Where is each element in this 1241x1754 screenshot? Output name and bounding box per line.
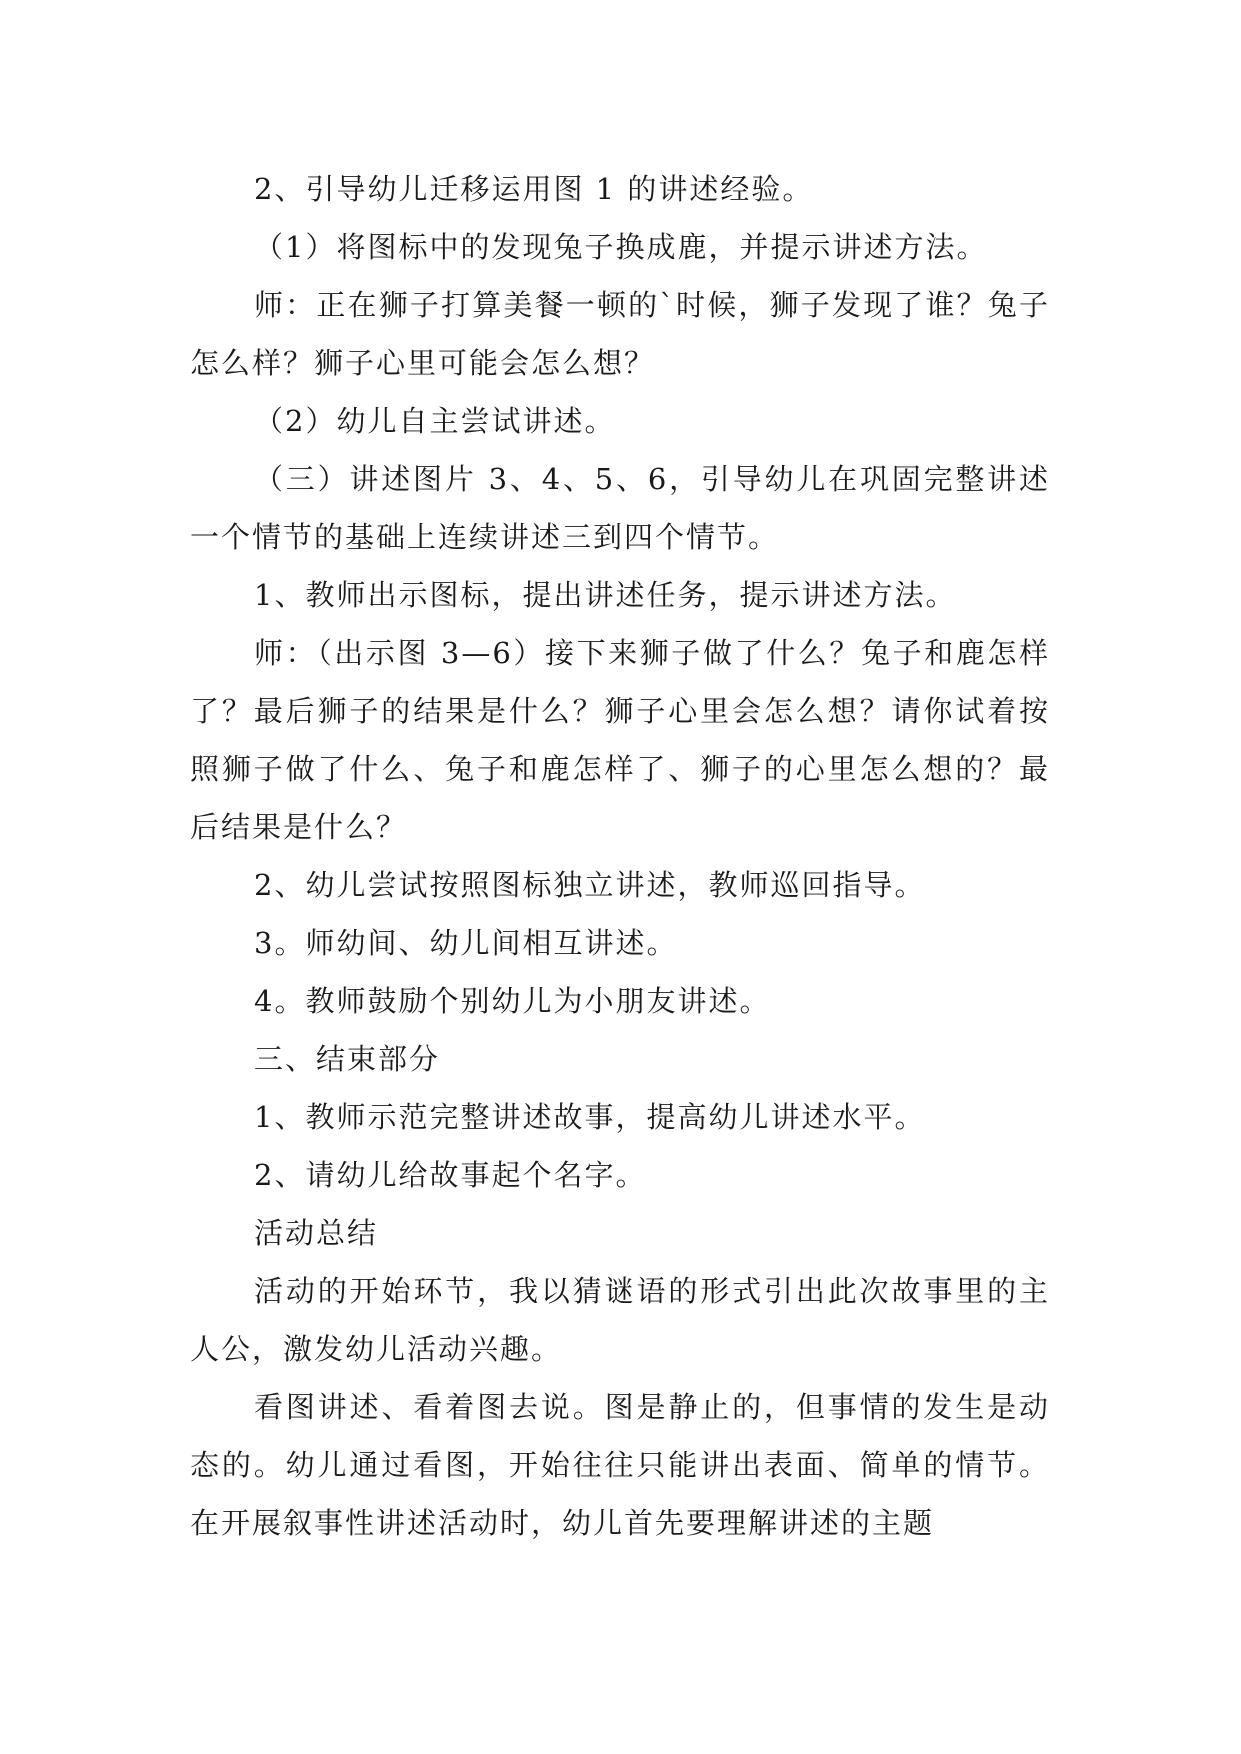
section-heading-end: 三、结束部分	[254, 1042, 441, 1076]
paragraph-7: 师：（出示图 3—6）接下来狮子做了什么？兔子和鹿怎样了？最后狮子的结果是什么？狮子心里会怎么想？请你试着按照狮子做了什么、兔子和鹿怎样了、狮子的心里怎么想的？最后结果是什么？	[190, 636, 1050, 844]
paragraph-1: 2、引导幼儿迁移运用图 1 的讲述经验。	[254, 172, 814, 206]
paragraph-2: （1）将图标中的发现兔子换成鹿，并提示讲述方法。	[254, 230, 988, 264]
paragraph-9: 3。师幼间、幼儿间相互讲述。	[254, 926, 678, 960]
paragraph-5: （三）讲述图片 3、4、5、6，引导幼儿在巩固完整讲述一个情节的基础上连续讲述三到四个情节。	[190, 462, 1050, 554]
paragraph-12: 1、教师示范完整讲述故事，提高幼儿讲述水平。	[254, 1100, 926, 1134]
paragraph-4: （2）幼儿自主尝试讲述。	[254, 404, 616, 438]
paragraph-15: 活动的开始环节，我以猜谜语的形式引出此次故事里的主人公，激发幼儿活动兴趣。	[190, 1274, 1050, 1366]
document-body	[190, 160, 1050, 1552]
paragraph-13: 2、请幼儿给故事起个名字。	[254, 1158, 647, 1192]
paragraph-3: 师：正在狮子打算美餐一顿的`时候，狮子发现了谁？兔子怎么样？狮子心里可能会怎么想？	[190, 288, 1050, 380]
paragraph-16: 看图讲述、看着图去说。图是静止的，但事情的发生是动态的。幼儿通过看图，开始往往只能讲出表面、简单的情节。在开展叙事性讲述活动时，幼儿首先要理解讲述的主题	[190, 1390, 1050, 1540]
paragraph-10: 4。教师鼓励个别幼儿为小朋友讲述。	[254, 984, 771, 1018]
paragraph-6: 1、教师出示图标，提出讲述任务，提示讲述方法。	[254, 578, 957, 612]
paragraph-8: 2、幼儿尝试按照图标独立讲述，教师巡回指导。	[254, 868, 926, 902]
section-heading-summary: 活动总结	[254, 1216, 379, 1250]
